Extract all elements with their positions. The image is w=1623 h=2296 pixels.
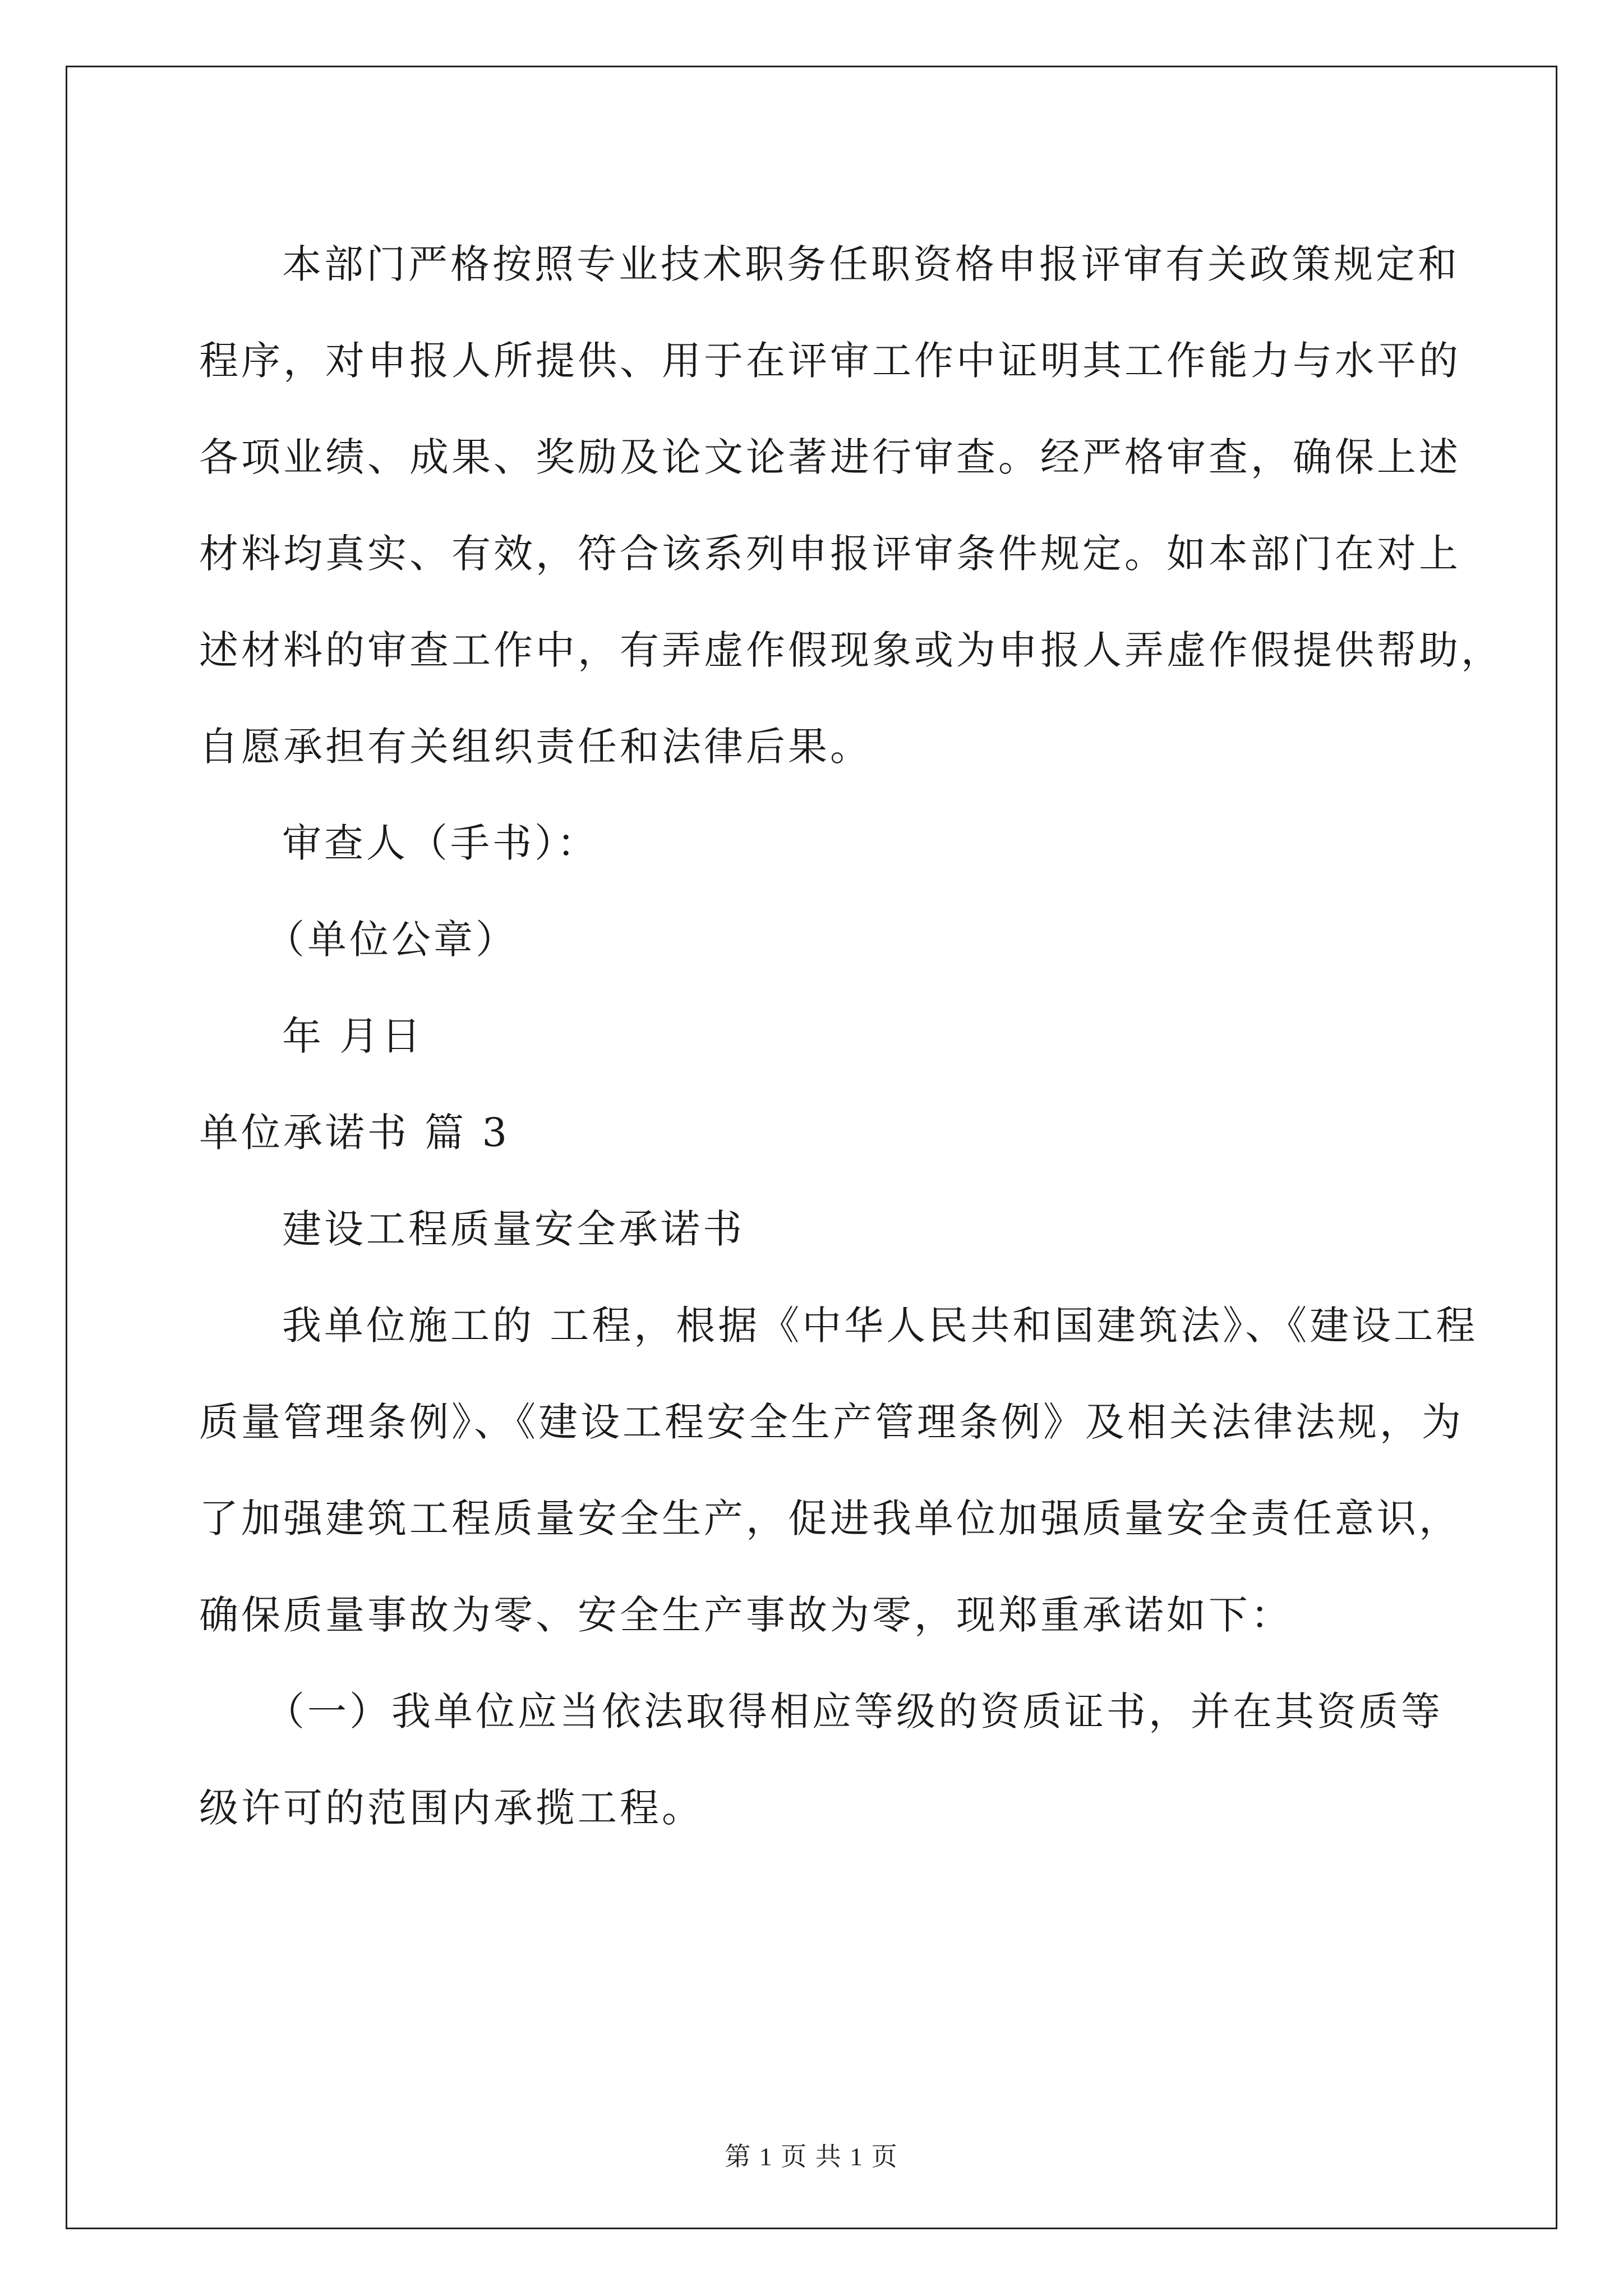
document-title: 建设工程质量安全承诺书 (282, 1206, 745, 1252)
paragraph-line: 了加强建筑工程质量安全生产，促进我单位加强质量安全责任意识， (199, 1496, 1461, 1542)
paragraph-line: （一）我单位应当依法取得相应等级的资质证书，并在其资质等 (265, 1688, 1443, 1734)
date-line: 年 月日 (282, 1013, 424, 1059)
paragraph-line: 述材料的审查工作中，有弄虚作假现象或为申报人弄虚作假提供帮助， (199, 627, 1503, 673)
paragraph-line: 质量管理条例》、《建设工程安全生产管理条例》及相关法律法规，为 (199, 1399, 1464, 1445)
paragraph-line: 我单位施工的 工程，根据《中华人民共和国建筑法》、《建设工程 (282, 1303, 1478, 1349)
paragraph-line: 自愿承担有关组织责任和法律后果。 (199, 724, 872, 770)
page-footer: 第 1 页 共 1 页 (725, 2142, 898, 2171)
section-heading: 单位承诺书 篇 3 (199, 1110, 510, 1156)
paragraph-line: 确保质量事故为零、安全生产事故为零，现郑重承诺如下： (199, 1592, 1293, 1638)
paragraph-line: 程序，对申报人所提供、用于在评审工作中证明其工作能力与水平的 (199, 338, 1461, 384)
unit-seal-line: （单位公章） (265, 917, 518, 963)
paragraph-line: 各项业绩、成果、奖励及论文论著进行审查。经严格审查，确保上述 (199, 434, 1461, 480)
paragraph-line: 材料均真实、有效，符合该系列申报评审条件规定。如本部门在对上 (199, 531, 1461, 577)
document-body (199, 216, 1503, 1856)
paragraph-line: 级许可的范围内承揽工程。 (199, 1785, 704, 1831)
reviewer-signature-line: 审查人（手书）： (282, 820, 599, 866)
paragraph-line: 本部门严格按照专业技术职务任职资格申报评审有关政策规定和 (282, 241, 1460, 287)
